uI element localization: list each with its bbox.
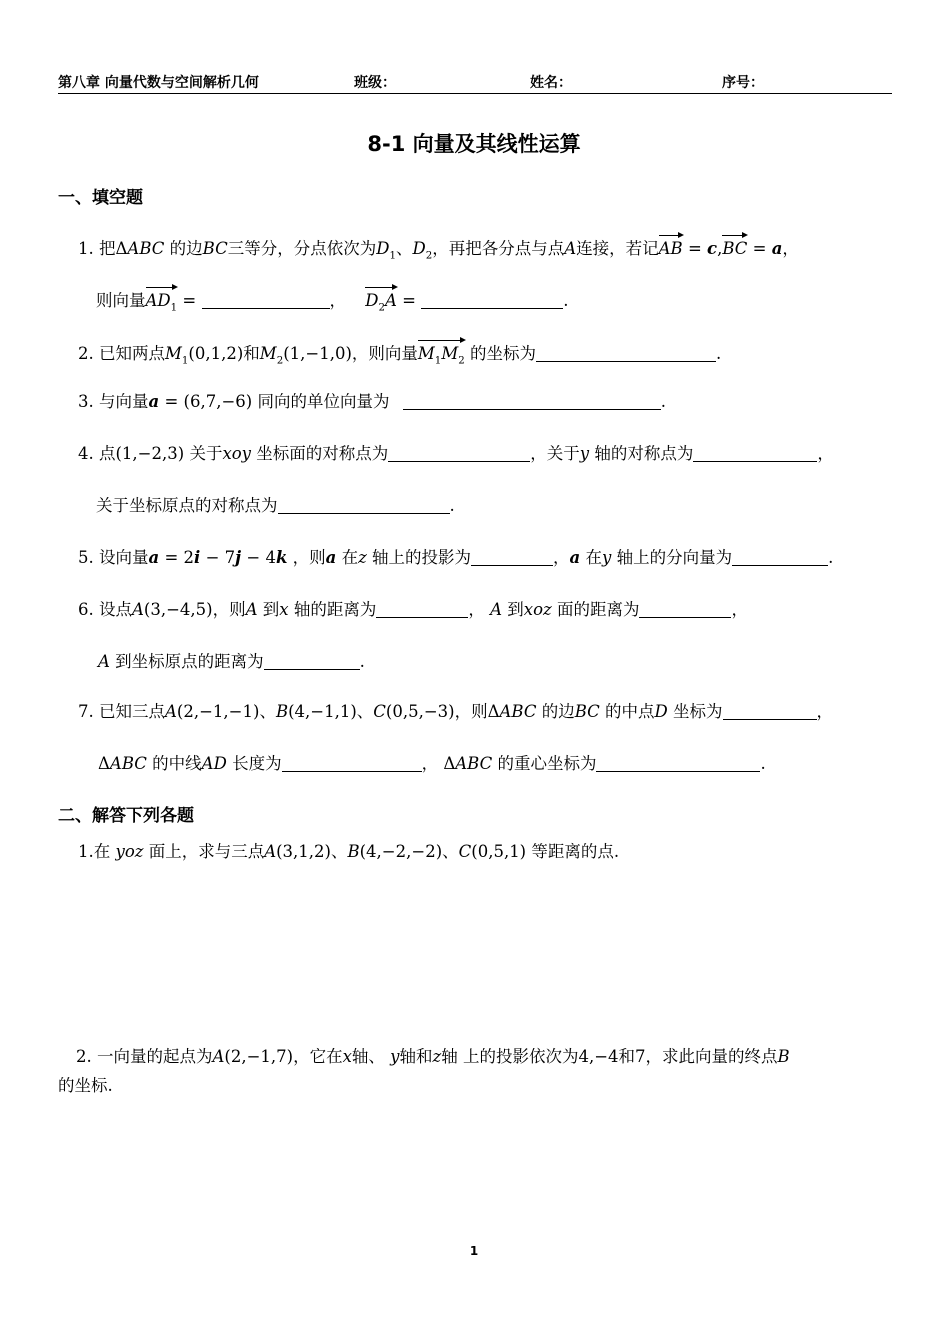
- page-number: 1: [469, 1244, 479, 1258]
- question-7: 7. 已知三点A(2,−1,−1)、B(4,−1,1)、C(0,5,−3)，则ΔABC 的边BC 的中点D 坐标为 ，: [78, 702, 834, 721]
- answer-blank-q7-d[interactable]: [723, 703, 817, 721]
- answer-blank-q4-y[interactable]: [693, 445, 817, 463]
- answer-blank-q7-ad[interactable]: [282, 755, 422, 773]
- question-5: 5. 设向量a = 2i − 7j − 4k ，则a 在z 轴上的投影为 ，a 在y 轴上的分向量为 .: [78, 548, 834, 567]
- answer-blank-d2a[interactable]: [421, 292, 563, 310]
- question-4-line-2: 关于坐标原点的对称点为 .: [96, 496, 455, 515]
- page-title: 8-1 向量及其线性运算: [367, 132, 581, 156]
- question-6: 6. 设点A(3,−4,5)，则A 到x 轴的距离为 ， A 到xoz 面的距离为 ，: [78, 600, 748, 619]
- vector-ab: AB: [658, 239, 683, 258]
- vector-m1m2: $M_1M_2$: [417, 344, 465, 367]
- answer-blank-q7-centroid[interactable]: [596, 755, 760, 773]
- answer-blank-q2[interactable]: [536, 345, 716, 363]
- question-1-line-2: 则向量$AD_1$ = ， $D_2A$ = .: [96, 291, 569, 314]
- question-6-line-2: A 到坐标原点的距离为 .: [98, 652, 365, 671]
- vector-d2a: $D_2A$: [365, 291, 397, 314]
- answer-blank-q3[interactable]: [403, 393, 661, 411]
- chapter-title: 第八章 向量代数与空间解析几何: [58, 75, 259, 91]
- answer-blank-q6-origin[interactable]: [264, 653, 360, 671]
- vector-ad1: $AD_1$: [145, 291, 178, 314]
- answer-question-2: 2. 一向量的起点为A(2,−1,7)，它在x轴、 y轴和z轴 上的投影依次为4,−4和7，求此向量的终点B: [76, 1047, 790, 1066]
- answer-blank-q6-x[interactable]: [376, 601, 468, 619]
- question-3: 3. 与向量a = (6,7,−6) 同向的单位向量为 .: [78, 392, 666, 411]
- class-label: 班级：: [354, 75, 396, 91]
- answer-question-2-line-2: 的坐标.: [58, 1076, 113, 1095]
- question-7-line-2: ΔABC 的中线AD 长度为 ， ΔABC 的重心坐标为 .: [98, 754, 766, 773]
- vector-bc: BC: [722, 239, 748, 258]
- answer-question-1: 1.在 yoz 面上，求与三点A(3,1,2)、B(4,−2,−2)、C(0,5,1) 等距离的点.: [78, 842, 620, 861]
- answer-blank-q6-xoz[interactable]: [639, 601, 731, 619]
- answer-blank-q4-origin[interactable]: [278, 497, 450, 515]
- answer-blank-q5-z[interactable]: [471, 549, 553, 567]
- page-header: [58, 72, 892, 94]
- question-4: 4. 点(1,−2,3) 关于xoy 坐标面的对称点为 ，关于y 轴的对称点为 ，: [78, 444, 834, 463]
- answer-blank-ad1[interactable]: [202, 292, 330, 310]
- name-label: 姓名：: [530, 75, 572, 91]
- answer-blank-q4-xoy[interactable]: [388, 445, 530, 463]
- answer-blank-q5-y[interactable]: [732, 549, 828, 567]
- section-heading-fill-blank: 一、填空题: [58, 188, 143, 208]
- question-2: 2. 已知两点$M_1(0,1,2)$和$M_2(1,-1,0)$，则向量$M_1M_2$ 的坐标为 .: [78, 344, 722, 367]
- seq-label: 序号：: [722, 75, 764, 91]
- question-1: 1. 把ΔABC 的边BC三等分，分点依次为$D_1$、$D_2$，再把各分点与点A连接，若记AB = c,BC = a，: [78, 239, 799, 262]
- section-heading-answer: 二、解答下列各题: [58, 806, 194, 826]
